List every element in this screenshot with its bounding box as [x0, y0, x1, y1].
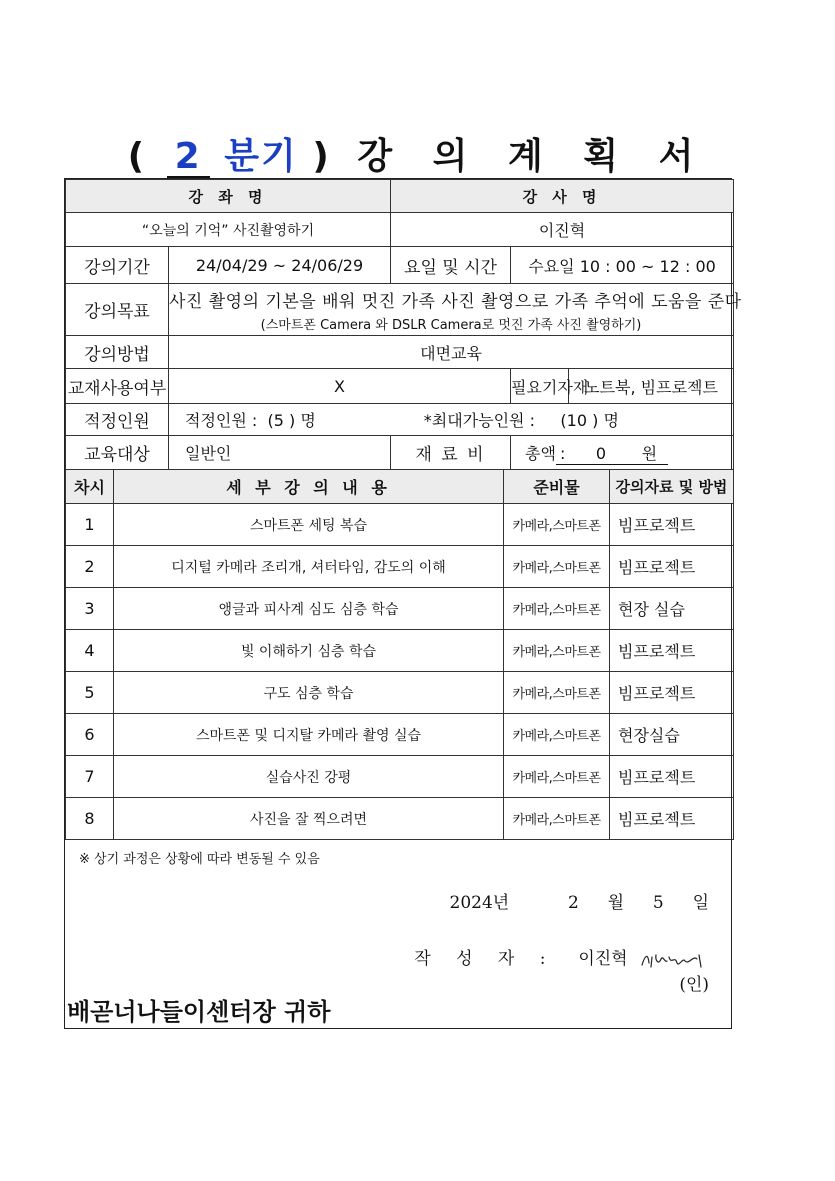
- author-name: 이진혁: [578, 949, 628, 969]
- session-content: 디지털 카메라 조리개, 셔터타임, 감도의 이해: [114, 546, 504, 588]
- session-number: 5: [66, 672, 114, 714]
- goal-value: [169, 284, 742, 336]
- textbook-value: X: [169, 369, 511, 404]
- signature-image: [639, 947, 709, 973]
- session-content: 스마트폰 세팅 복습: [114, 504, 504, 546]
- instructor-header: 강 사 명: [391, 180, 734, 213]
- lecture-plan-form: [64, 178, 742, 1029]
- goal-line-1: 사진 촬영의 기본을 배워 멋진 가족 사진 촬영으로 가족 추억에 도움을 준다: [169, 291, 742, 312]
- fee-unit: 원: [641, 443, 658, 463]
- capacity-value: [169, 404, 734, 436]
- schedule-row: [66, 672, 734, 714]
- date-day: 5: [652, 893, 664, 913]
- session-prep: 카메라,스마트폰: [504, 630, 610, 672]
- date-month: 2: [568, 893, 579, 913]
- session-materials: 빔프로젝트: [610, 504, 734, 546]
- session-materials: 빔프로젝트: [610, 546, 734, 588]
- schedule-row: [66, 798, 734, 840]
- session-content: 빛 이해하기 심층 학습: [114, 630, 504, 672]
- schedule-row: [66, 714, 734, 756]
- info-table: [65, 179, 742, 470]
- method-value: 대면교육: [169, 336, 734, 369]
- session-header: 차시: [66, 470, 114, 504]
- schedule-row: [66, 504, 734, 546]
- fee-label: 재 료 비: [391, 436, 511, 470]
- session-materials: 빔프로젝트: [610, 798, 734, 840]
- session-materials: 빔프로젝트: [610, 630, 734, 672]
- session-prep: 카메라,스마트폰: [504, 756, 610, 798]
- equipment-value: 노트북, 빔프로젝트: [569, 369, 734, 404]
- title-open-paren: (: [127, 136, 147, 177]
- session-materials: 현장 실습: [610, 588, 734, 630]
- author-line: [414, 944, 709, 973]
- course-name-header: 강 좌 명: [66, 180, 391, 213]
- schedule-row: [66, 546, 734, 588]
- fee-value: [511, 436, 734, 470]
- textbook-label: 교재사용여부: [66, 369, 169, 404]
- title-close-paren: ): [312, 136, 331, 177]
- author-label: 작 성 자 :: [414, 949, 556, 969]
- capacity-text-post: ) 명: [283, 411, 316, 430]
- instructor-name: 이진혁: [391, 213, 734, 247]
- session-content: 스마트폰 및 디지탈 카메라 촬영 실습: [114, 714, 504, 756]
- materials-header: 강의자료 및 방법: [610, 470, 734, 504]
- session-prep: 카메라,스마트폰: [504, 798, 610, 840]
- addressee: 배곧너나들이센터장 귀하: [67, 998, 331, 1026]
- target-label: 교육대상: [66, 436, 169, 470]
- session-number: 4: [66, 630, 114, 672]
- period-value: 24/04/29 ~ 24/06/29: [169, 247, 391, 284]
- schedule-table: [65, 469, 734, 840]
- session-number: 2: [66, 546, 114, 588]
- title-quarter-word: 분기: [224, 136, 298, 177]
- day-time-label: 요일 및 시간: [391, 247, 511, 284]
- goal-label: 강의목표: [66, 284, 169, 336]
- fee-prefix: 총액: [525, 443, 556, 463]
- session-prep: 카메라,스마트폰: [504, 504, 610, 546]
- schedule-row: [66, 630, 734, 672]
- capacity-number: 5: [273, 411, 284, 430]
- date-month-unit: 월: [607, 893, 625, 913]
- session-content: 앵글과 피사계 심도 심층 학습: [114, 588, 504, 630]
- fee-amount-field: : 0 원: [556, 441, 668, 465]
- date-year: 2024년: [449, 893, 510, 913]
- course-name: “오늘의 기억” 사진촬영하기: [66, 213, 391, 247]
- title-text: 강 의 계 획 서: [357, 136, 708, 177]
- session-number: 7: [66, 756, 114, 798]
- session-number: 1: [66, 504, 114, 546]
- title-quarter-number: 2: [167, 138, 210, 178]
- equipment-label: 필요기자재: [511, 369, 569, 404]
- session-content: 실습사진 강평: [114, 756, 504, 798]
- date-day-unit: 일: [692, 893, 709, 913]
- target-value: 일반인: [169, 436, 391, 470]
- max-capacity-number: 10: [566, 411, 588, 430]
- footer-section: [65, 840, 731, 1028]
- capacity-text-pre: 적정인원 : (: [185, 411, 274, 430]
- change-notice: ※ 상기 과정은 상황에 따라 변동될 수 있음: [79, 852, 320, 867]
- session-number: 8: [66, 798, 114, 840]
- prep-header: 준비물: [504, 470, 610, 504]
- capacity-label: 적정인원: [66, 404, 169, 436]
- goal-line-2: (스마트폰 Camera 와 DSLR Camera로 멋진 가족 사진 촬영하기): [260, 317, 642, 333]
- session-number: 6: [66, 714, 114, 756]
- session-materials: 현장실습: [610, 714, 734, 756]
- document-title: [0, 128, 835, 179]
- session-content: 사진을 잘 찍으려면: [114, 798, 504, 840]
- written-date: [450, 888, 709, 913]
- fee-amount: 0: [595, 443, 607, 463]
- period-label: 강의기간: [66, 247, 169, 284]
- content-header: 세 부 강 의 내 용: [114, 470, 504, 504]
- session-prep: 카메라,스마트폰: [504, 546, 610, 588]
- session-prep: 카메라,스마트폰: [504, 672, 610, 714]
- method-label: 강의방법: [66, 336, 169, 369]
- session-content: 구도 심층 학습: [114, 672, 504, 714]
- seal-mark: (인): [679, 975, 709, 995]
- day-time-value: 수요일 10 : 00 ~ 12 : 00: [511, 247, 734, 284]
- max-capacity-text-post: ) 명: [587, 411, 619, 430]
- session-prep: 카메라,스마트폰: [504, 714, 610, 756]
- session-materials: 빔프로젝트: [610, 672, 734, 714]
- session-materials: 빔프로젝트: [610, 756, 734, 798]
- max-capacity-text-pre: *최대가능인원 : (: [423, 411, 567, 430]
- schedule-row: [66, 756, 734, 798]
- schedule-row: [66, 588, 734, 630]
- session-prep: 카메라,스마트폰: [504, 588, 610, 630]
- session-number: 3: [66, 588, 114, 630]
